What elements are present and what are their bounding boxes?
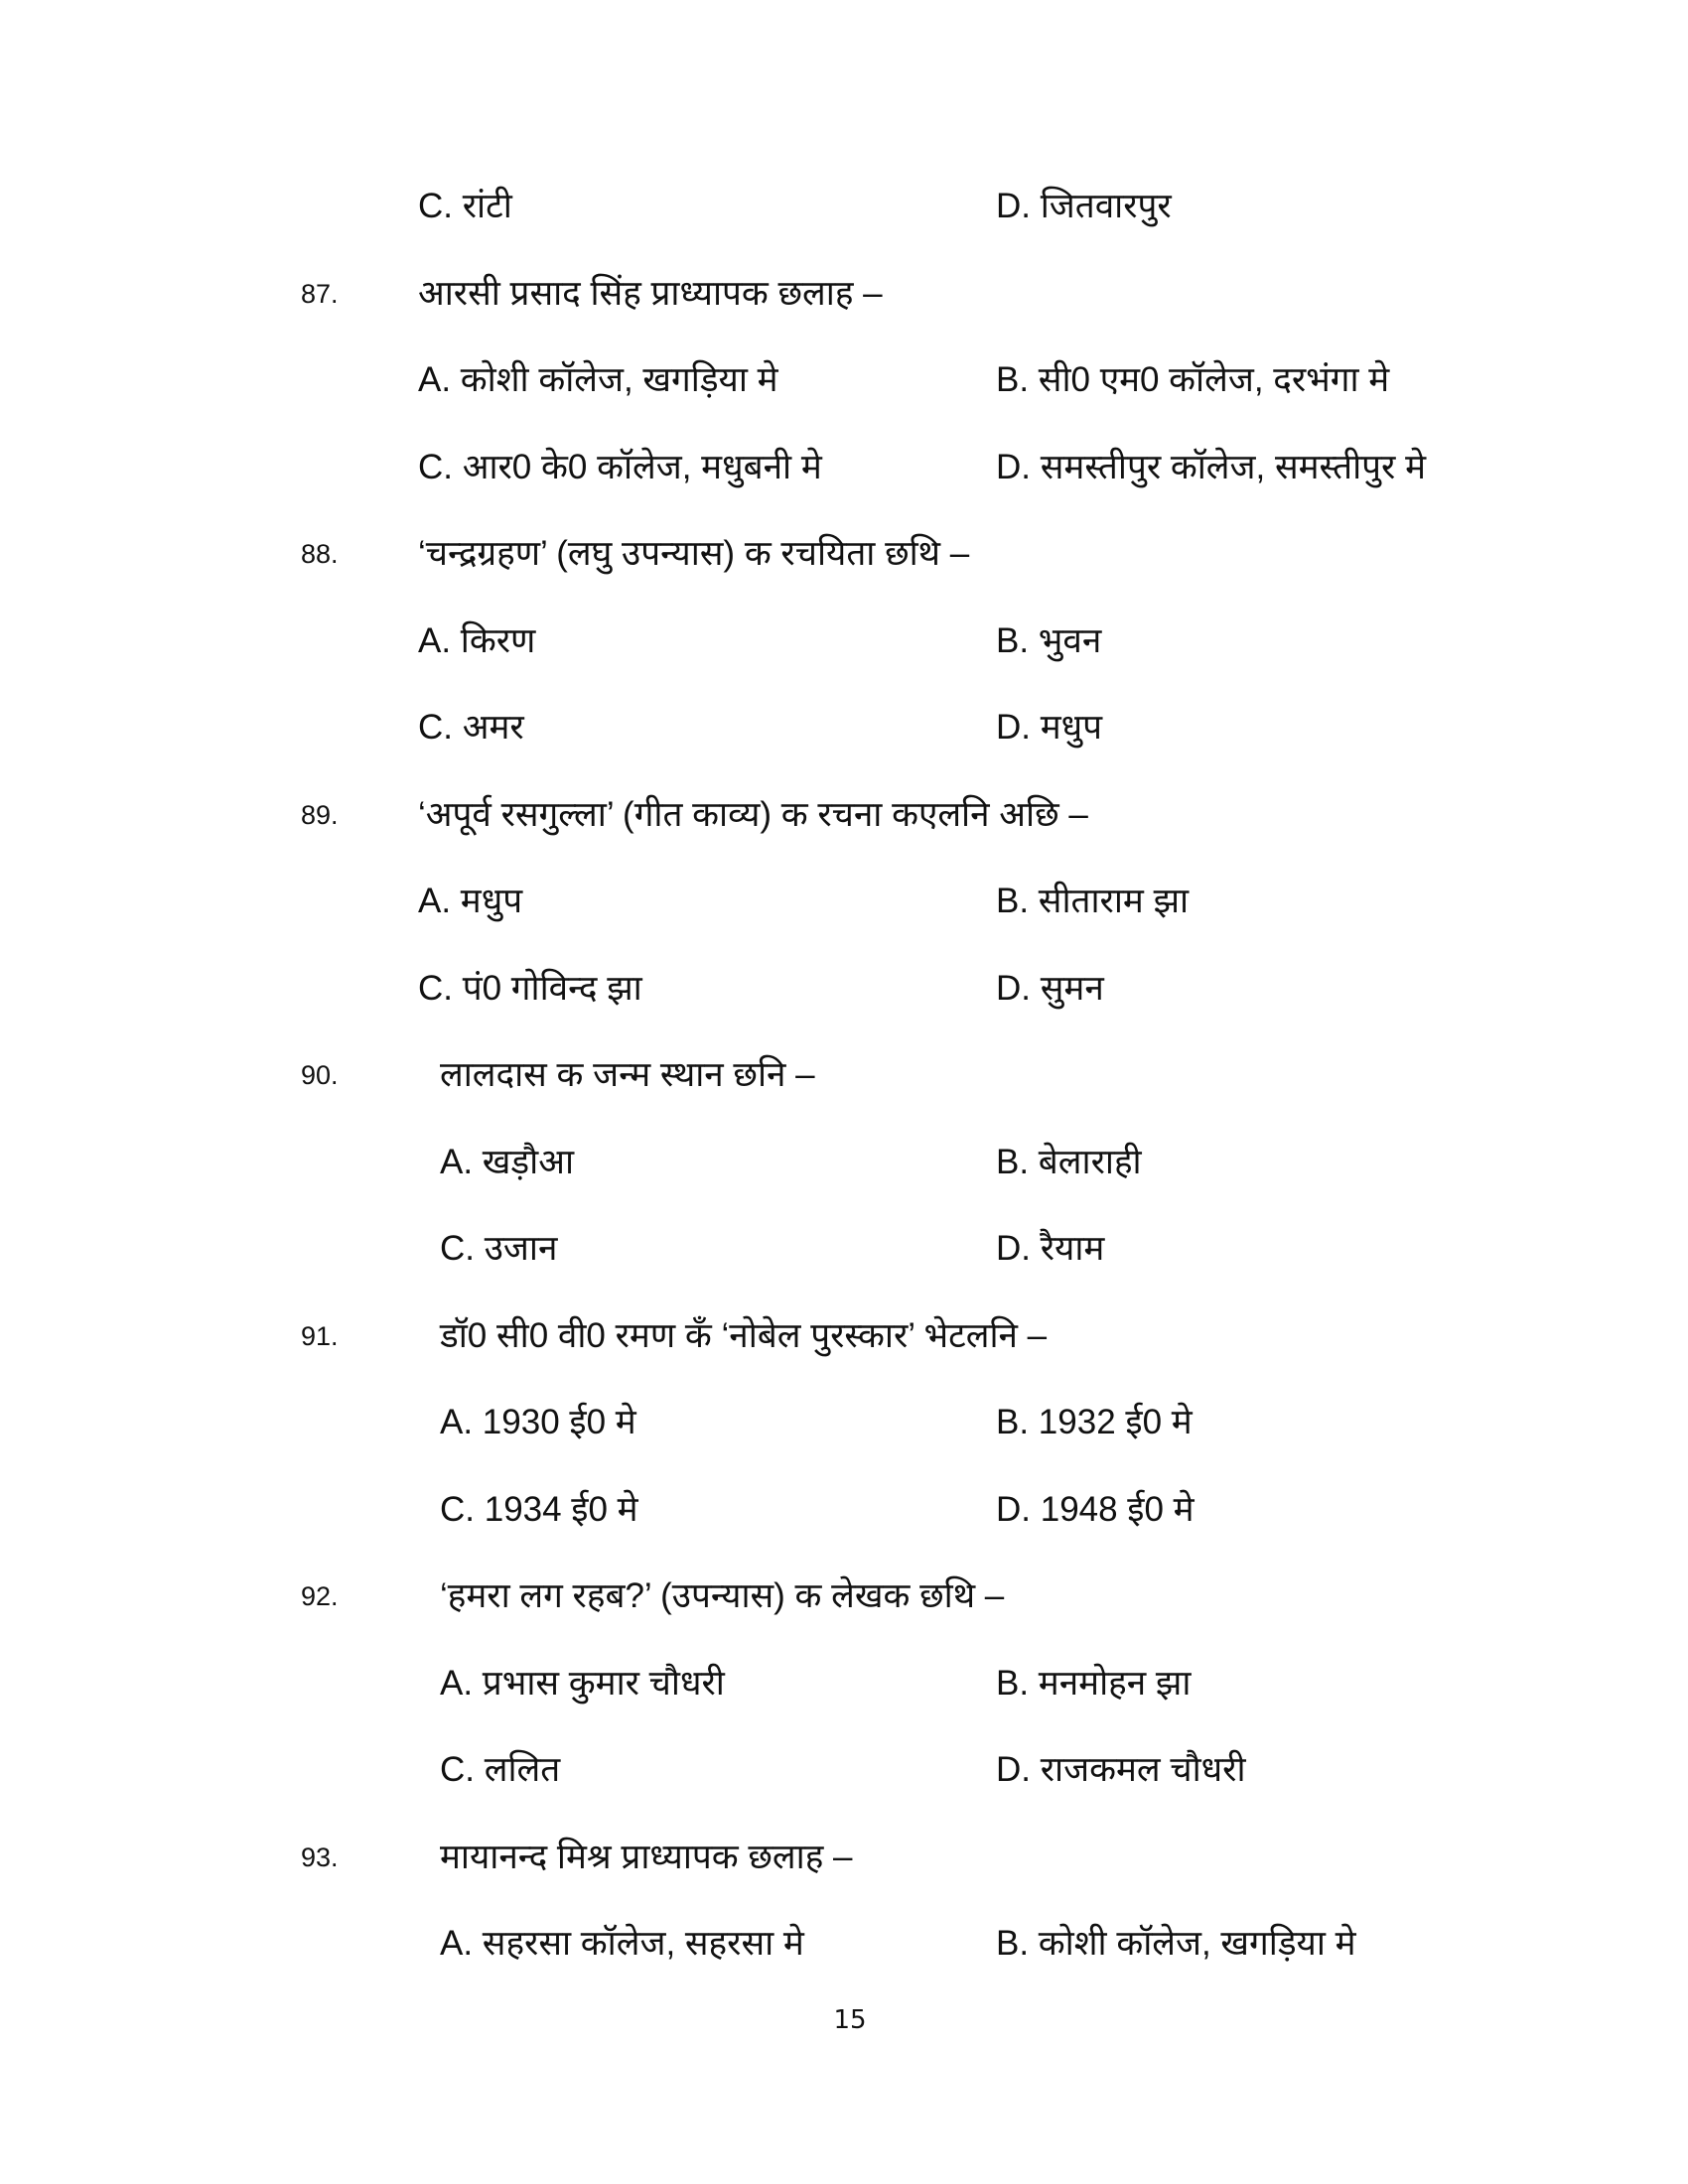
option-b: B. कोशी कॉलेज, खगड़िया मे bbox=[996, 1924, 1356, 1963]
question-text: ‘चन्द्रग्रहण’ (लघु उपन्यास) क रचयिता छथि – bbox=[418, 534, 970, 573]
option-c: C. अमर bbox=[418, 708, 524, 747]
option-d: D. समस्तीपुर कॉलेज, समस्तीपुर मे bbox=[996, 448, 1427, 486]
option-a: A. किरण bbox=[418, 621, 536, 660]
question-text: ‘अपूर्व रसगुल्ला’ (गीत काव्य) क रचना कएलनि अछि – bbox=[418, 795, 1088, 834]
question-number: 89. bbox=[301, 800, 339, 830]
option-a: A. खड़ौआ bbox=[440, 1143, 574, 1181]
option-b: B. सीताराम झा bbox=[996, 882, 1190, 920]
question-number: 93. bbox=[301, 1843, 339, 1872]
option-d: D. मधुप bbox=[996, 708, 1103, 747]
option-b: B. मनमोहन झा bbox=[996, 1664, 1192, 1703]
option-b: B. बेलाराही bbox=[996, 1143, 1142, 1181]
question-text: मायानन्द मिश्र प्राध्यापक छलाह – bbox=[440, 1838, 853, 1876]
question-text: लालदास क जन्म स्थान छनि – bbox=[440, 1055, 815, 1094]
option-d: D. जितवारपुर bbox=[996, 187, 1172, 225]
page-number: 15 bbox=[833, 2005, 867, 2035]
option-a: A. कोशी कॉलेज, खगड़िया मे bbox=[418, 360, 778, 399]
option-a: A. मधुप bbox=[418, 882, 523, 920]
option-c: C. पं0 गोविन्द झा bbox=[418, 969, 642, 1008]
option-c: C. रांटी bbox=[418, 187, 512, 225]
option-d: D. रैयाम bbox=[996, 1229, 1105, 1268]
question-number: 91. bbox=[301, 1321, 339, 1351]
option-c: C. 1934 ई0 मे bbox=[440, 1490, 638, 1529]
option-a: A. प्रभास कुमार चौधरी bbox=[440, 1664, 725, 1703]
option-d: D. सुमन bbox=[996, 969, 1104, 1008]
option-d: D. 1948 ई0 मे bbox=[996, 1490, 1195, 1529]
question-number: 92. bbox=[301, 1581, 339, 1611]
question-number: 88. bbox=[301, 539, 339, 569]
question-number: 87. bbox=[301, 279, 339, 309]
question-text: डॉ0 सी0 वी0 रमण कँ ‘नोबेल पुरस्कार’ भेटलनि – bbox=[440, 1316, 1048, 1355]
option-b: B. सी0 एम0 कॉलेज, दरभंगा मे bbox=[996, 360, 1390, 399]
option-a: A. सहरसा कॉलेज, सहरसा मे bbox=[440, 1924, 804, 1963]
option-b: B. 1932 ई0 मे bbox=[996, 1403, 1193, 1441]
option-d: D. राजकमल चौधरी bbox=[996, 1750, 1246, 1789]
question-text: ‘हमरा लग रहब?’ (उपन्यास) क लेखक छथि – bbox=[440, 1576, 1005, 1615]
option-c: C. उजान bbox=[440, 1229, 558, 1268]
option-c: C. आर0 के0 कॉलेज, मधुबनी मे bbox=[418, 448, 822, 486]
option-c: C. ललित bbox=[440, 1750, 561, 1789]
option-b: B. भुवन bbox=[996, 621, 1102, 660]
question-number: 90. bbox=[301, 1060, 339, 1090]
option-a: A. 1930 ई0 मे bbox=[440, 1403, 636, 1441]
question-text: आरसी प्रसाद सिंह प्राध्यापक छलाह – bbox=[418, 274, 883, 313]
